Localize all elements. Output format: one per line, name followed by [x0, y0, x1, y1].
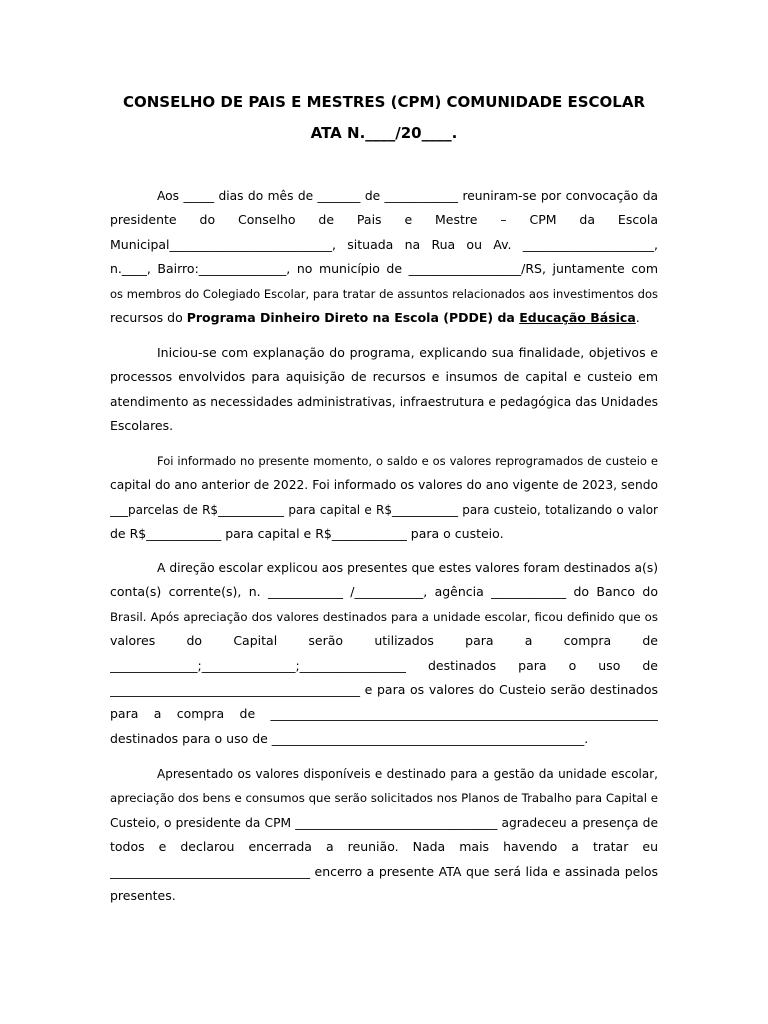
text-line: os membros do Colegiado Escolar, para tratar de assuntos relacionados aos investimentos dos: [110, 286, 658, 301]
underlined-bold-text: Educação Básica: [519, 309, 636, 325]
paragraph-explanation: [110, 341, 658, 439]
text-line: ______________;_______________;_________________ destinados para o uso de: [110, 657, 658, 673]
paragraph-closing: [110, 762, 658, 908]
text-line: ________________________________________ e para os valores do Custeio serão destinados: [110, 681, 658, 697]
text-line: Escolares.: [110, 418, 174, 434]
text-line: Apresentado os valores disponíveis e destinado para a gestão da unidade escolar,: [157, 767, 658, 781]
bold-text: Programa Dinheiro Direto na Escola (PDDE) da: [186, 309, 520, 325]
text-line: n.____, Bairro:______________, no município de __________________/RS, juntamente com: [110, 261, 658, 277]
paragraph-accounts: [110, 556, 658, 751]
text-line: atendimento as necessidades administrativas, infraestrutura e pedagógica das Unidades: [110, 394, 658, 409]
text-line: capital do ano anterior de 2022. Foi informado os valores do ano vigente de 2023, sendo: [110, 478, 658, 493]
text-line: Foi informado no presente momento, o saldo e os valores reprogramados de custeio e: [157, 454, 658, 468]
text-line: destinados para o uso de __________________________________________________.: [110, 730, 589, 746]
text-line: presidente do Conselho de Pais e Mestre – CPM da Escola: [110, 212, 658, 228]
text-line: A direção escolar explicou aos presentes que estes valores foram destinados a(s): [157, 561, 658, 575]
text-segment: recursos do: [110, 309, 187, 325]
document-subtitle: ATA N.____/20____.: [310, 124, 458, 142]
text-line: Custeio, o presidente da CPM _________________________________ agradeceu a presença de: [110, 815, 658, 830]
text-line: Iniciou-se com explanação do programa, explicando sua finalidade, objetivos e: [157, 345, 658, 360]
text-line: conta(s) corrente(s), n. ____________ /___________, agência ____________ do Banco do: [110, 584, 658, 600]
text-line: apreciação dos bens e consumos que serão solicitados nos Planos de Trabalho para Capital e: [110, 791, 658, 806]
document-title: CONSELHO DE PAIS E MESTRES (CPM) COMUNIDADE ESCOLAR: [122, 93, 646, 111]
text-line: [110, 306, 658, 330]
text-line: para a compra de ______________________________________________________________: [110, 706, 658, 722]
paragraph-values: [110, 449, 658, 547]
text-line: Aos _____ dias do mês de _______ de ____________ reuniram-se por convocação da: [157, 189, 658, 203]
text-line: valores do Capital serão utilizados para a compra de: [110, 633, 658, 649]
text-line: de R$____________ para capital e R$____________ para o custeio.: [110, 526, 504, 542]
text-line: Municipal__________________________, situada na Rua ou Av. _____________________,: [110, 236, 658, 252]
text-line: todos e declarou encerrada a reunião. Nada mais havendo a tratar eu: [110, 839, 658, 855]
text-line: presentes.: [110, 887, 176, 903]
text-line: Brasil. Após apreciação dos valores destinados para a unidade escolar, ficou definido que os: [110, 609, 658, 624]
text-line: processos envolvidos para aquisição de recursos e insumos de capital e custeio em: [110, 369, 658, 385]
text-line: ___parcelas de R$___________ para capital e R$___________ para custeio, totalizando o valor: [110, 502, 658, 517]
paragraph-opening: [110, 184, 658, 330]
text-line: ________________________________ encerro a presente ATA que será lida e assinada pelos: [110, 863, 658, 879]
text-segment: .: [635, 309, 640, 325]
